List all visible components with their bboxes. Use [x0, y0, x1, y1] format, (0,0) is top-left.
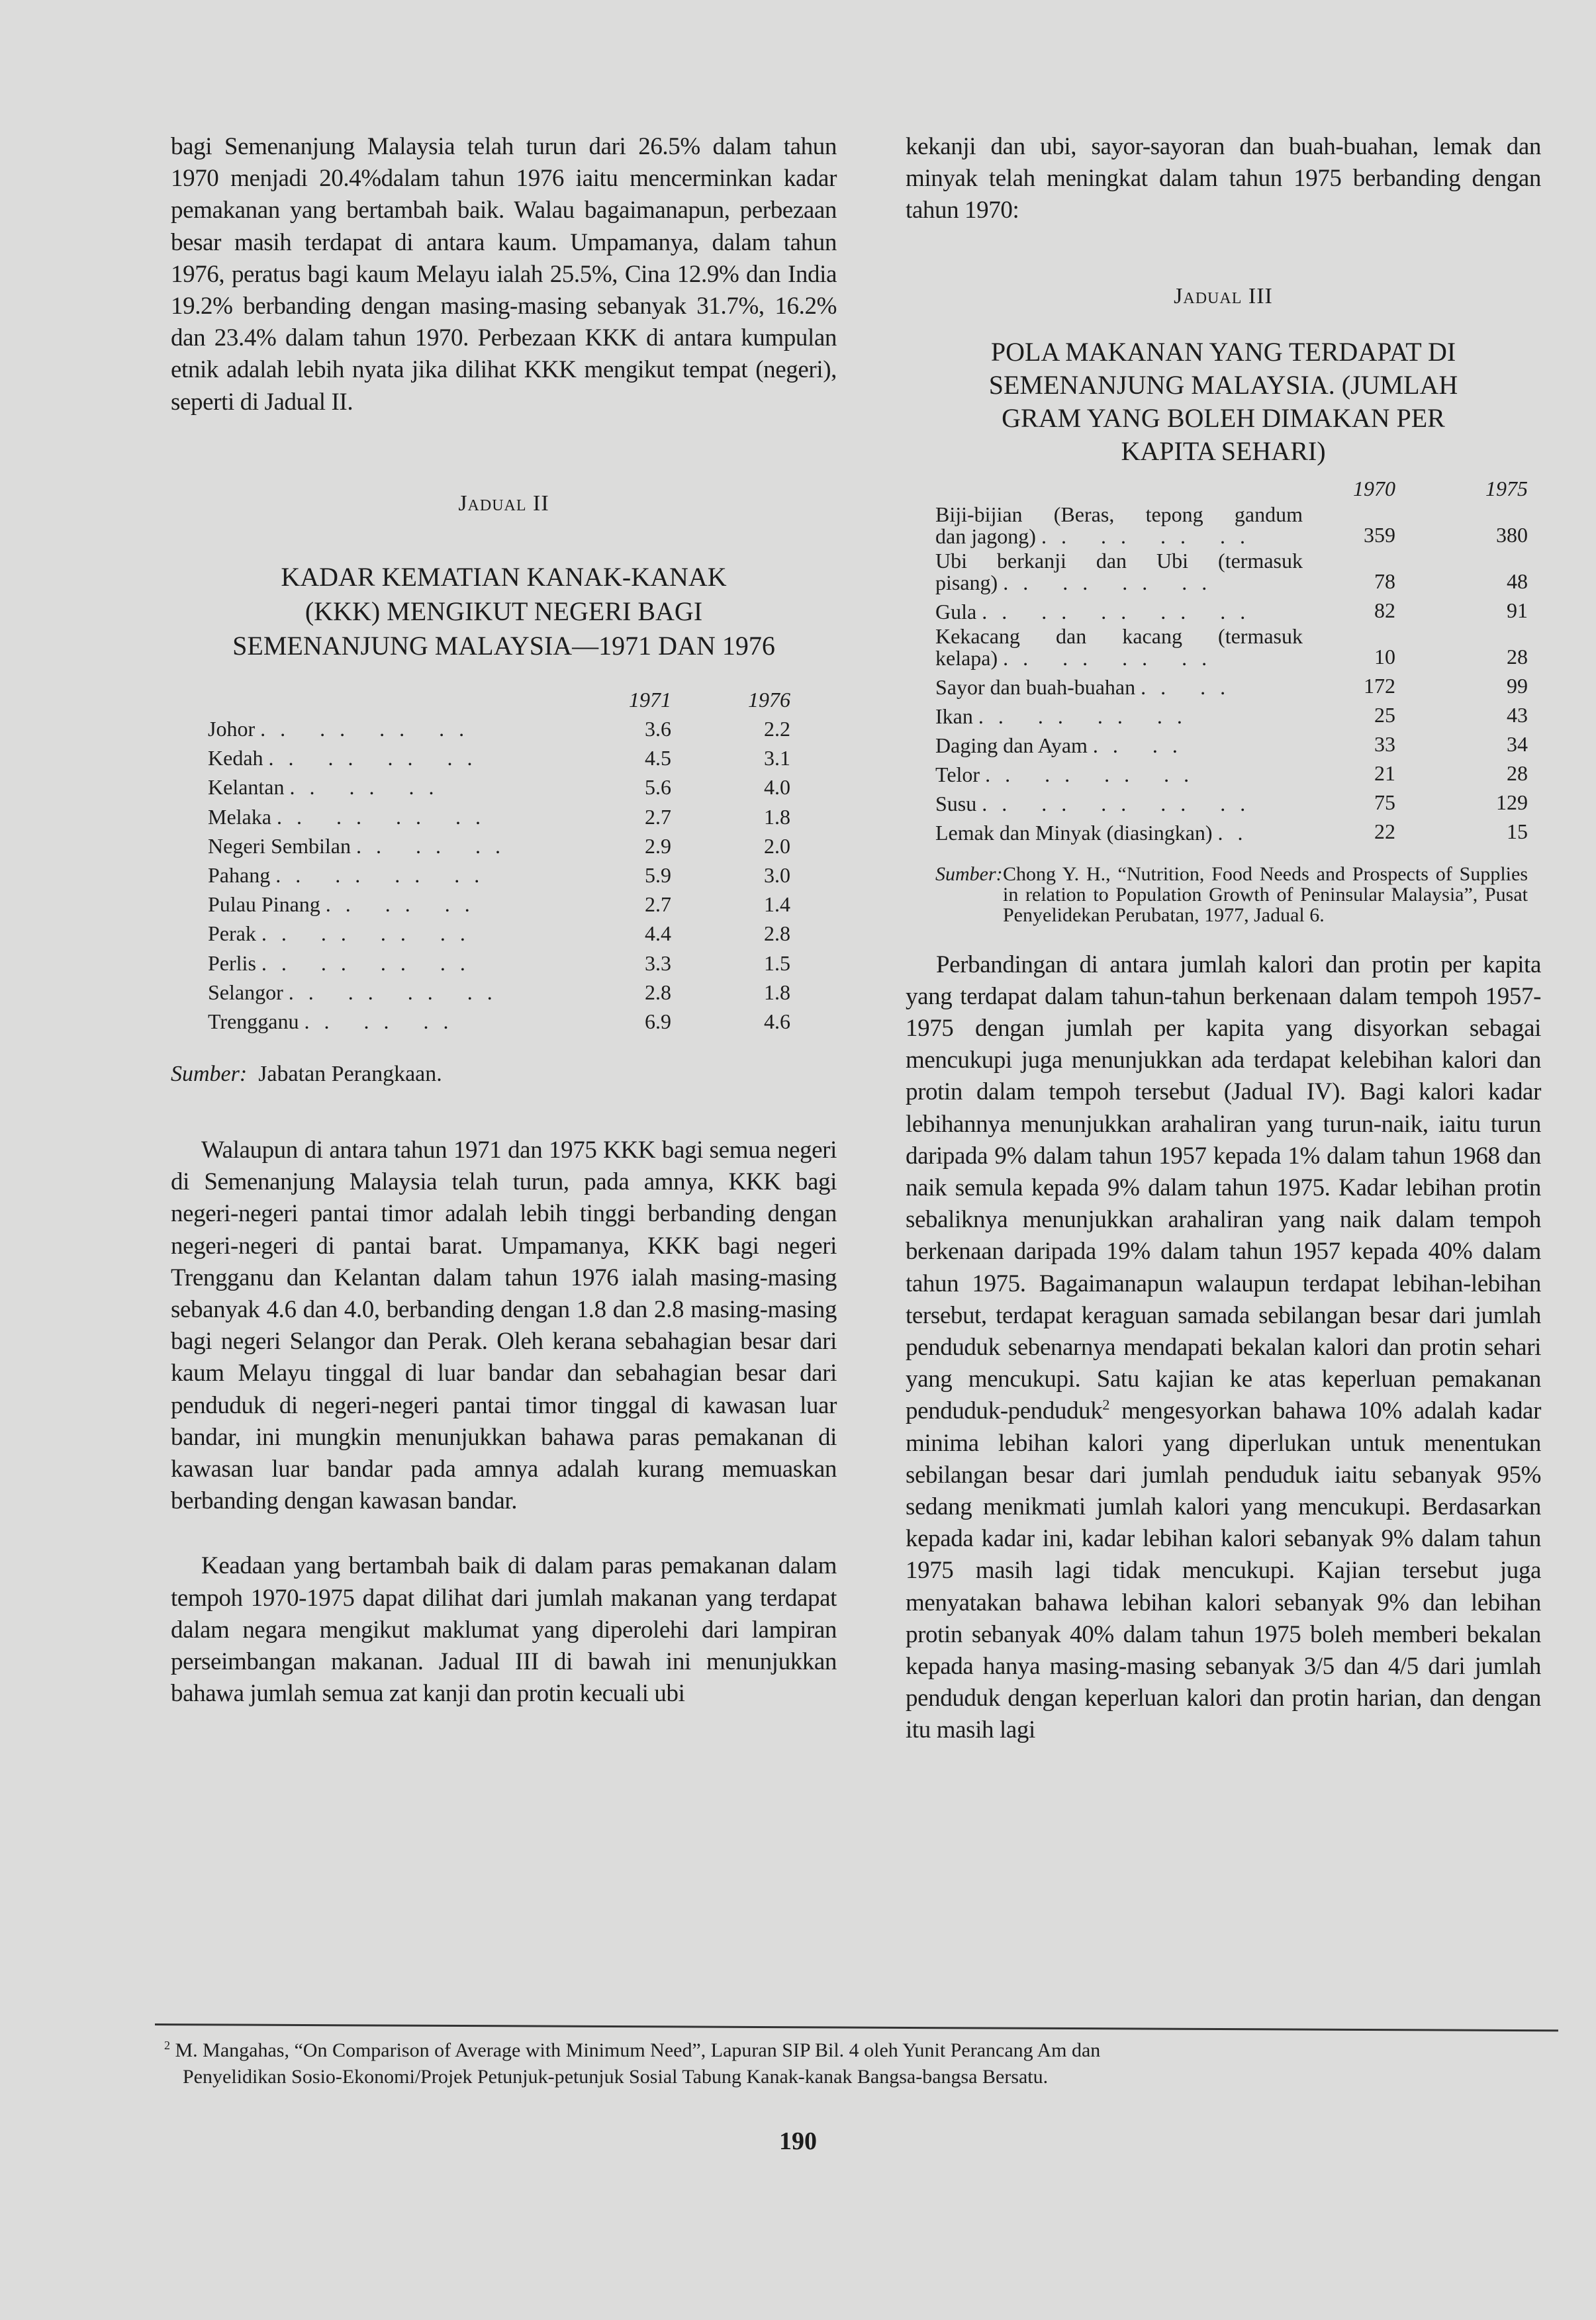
- table3-title-line: GRAM YANG BOLEH DIMAKAN PER: [1002, 402, 1445, 433]
- table3-row: [935, 623, 1528, 669]
- table3-col-1975: 1975: [1485, 476, 1528, 500]
- table3-item: dan jagong): [935, 524, 1036, 548]
- table2-state: Trengganu: [208, 1009, 299, 1033]
- table2-header-row: [208, 683, 790, 712]
- table2-state: Selangor: [208, 980, 283, 1004]
- table2-state: Kelantan: [208, 775, 285, 800]
- table3-row: [935, 594, 1528, 623]
- table2-title: [171, 560, 837, 663]
- table3-value-1975: 28: [1507, 644, 1528, 669]
- table2-state-cell: [208, 712, 552, 741]
- dot-leader: .. .. .. ..: [288, 980, 507, 1004]
- table2-value-1971: 6.9: [645, 1009, 671, 1033]
- table3-value-1970: 82: [1374, 598, 1395, 622]
- table3-value-1975: 99: [1507, 673, 1528, 698]
- table3-item: Daging dan Ayam: [935, 733, 1088, 757]
- footnote-line-1: M. Mangahas, “On Comparison of Average with Minimum Need”, Lapuran SIP Bil. 4 oleh Yunit Perancang Am dan: [175, 2039, 1101, 2061]
- table2-value-1976: 4.6: [764, 1009, 790, 1033]
- table2-value-1976: 2.8: [764, 921, 790, 946]
- right-column: [906, 131, 1541, 1747]
- table2: [208, 683, 790, 1034]
- table2-label: Jadual II: [458, 490, 549, 516]
- table3-item-cell: [935, 815, 1303, 844]
- table3-source: [935, 864, 1528, 925]
- table2-value-1976: 3.1: [764, 746, 790, 770]
- table2-state: Perak: [208, 921, 256, 946]
- dot-leader: .. .. .. ..: [1003, 570, 1222, 594]
- left-column: [171, 131, 837, 1710]
- dot-leader: .. .. .. ..: [276, 804, 495, 829]
- right-intro-paragraph: kekanji dan ubi, sayor-sayoran dan buah-buahan, lemak dan minyak telah meningkat dalam tahun 1975 berbanding dengan tahun 1970:: [906, 133, 1541, 224]
- table3-value-1970: 25: [1374, 702, 1395, 727]
- dot-leader: .. .. .. ..: [1003, 645, 1222, 670]
- table2-value-1976: 2.2: [764, 717, 790, 741]
- table2-title-line: (KKK) MENGIKUT NEGERI BAGI: [305, 596, 703, 626]
- table3-value-1975: 43: [1507, 702, 1528, 727]
- table3-value-1975: 380: [1496, 522, 1528, 547]
- table2-value-1971: 4.4: [645, 921, 671, 946]
- dot-leader: .. .. ..: [325, 892, 485, 917]
- table2-value-1976: 2.0: [764, 833, 790, 858]
- table2-row: [208, 888, 790, 917]
- table3-item-cell: [935, 594, 1303, 623]
- table2-value-1971: 3.6: [645, 717, 671, 741]
- table3-title: [906, 336, 1541, 468]
- dot-leader: .. .. .. ..: [261, 951, 480, 975]
- table2-state-cell: [208, 917, 552, 946]
- right-paragraph-2: [906, 949, 1541, 1747]
- table3-item-cell: [935, 623, 1303, 669]
- table3-value-1975: 48: [1507, 569, 1528, 593]
- table2-value-1976: 1.8: [764, 804, 790, 829]
- table3-row: [935, 547, 1528, 594]
- table3-item-cell: [935, 727, 1303, 757]
- table3-value-1970: 33: [1374, 731, 1395, 756]
- table3-col-1970: 1970: [1353, 476, 1395, 500]
- table2-value-1971: 2.9: [645, 833, 671, 858]
- table3-row: [935, 815, 1528, 844]
- table2-value-1976: 1.4: [764, 892, 790, 917]
- table3-item-cell: [935, 501, 1303, 547]
- table2-row: [208, 770, 790, 800]
- table3-row: [935, 786, 1528, 815]
- table2-state: Perlis: [208, 951, 256, 975]
- table3-source-text: Chong Y. H., “Nutrition, Food Needs and Prospects of Supplies in relation to Population Growth of Peninsular Malaysia”, Pusat Penyelidekan Perubatan, 1977, Jadual 6.: [1003, 862, 1528, 926]
- dot-leader: .. .. .. ..: [260, 717, 479, 741]
- table2-value-1971: 5.9: [645, 862, 671, 887]
- dot-leader: .. .. .. ..: [261, 921, 480, 946]
- table2-row: [208, 829, 790, 858]
- dot-leader: .. .. ..: [304, 1009, 463, 1033]
- table2-col-1971: 1971: [629, 687, 671, 712]
- table3-value-1970: 10: [1374, 644, 1395, 669]
- table2-state-cell: [208, 1005, 552, 1034]
- table2-value-1971: 3.3: [645, 951, 671, 975]
- table2-row: [208, 858, 790, 888]
- table3-item-cell: [935, 757, 1303, 786]
- table3-item: Telor: [935, 762, 980, 786]
- table2-state: Pahang: [208, 862, 271, 887]
- table3-source-label: Sumber:: [935, 862, 1003, 885]
- table2-row: [208, 946, 790, 975]
- dot-leader: .. .. .. .. ..: [982, 791, 1260, 815]
- table3-value-1970: 22: [1374, 819, 1395, 843]
- table3-item-cell: [935, 698, 1303, 727]
- table2-state-cell: [208, 770, 552, 800]
- table3-item: pisang): [935, 570, 998, 594]
- table3-item: Sayor dan buah-buahan: [935, 674, 1136, 699]
- table3-row: [935, 501, 1528, 547]
- table2-value-1976: 1.8: [764, 980, 790, 1004]
- table3-header-row: [935, 468, 1528, 501]
- table2-state: Pulau Pinang: [208, 892, 320, 917]
- table3: [935, 468, 1528, 844]
- table2-value-1971: 4.5: [645, 746, 671, 770]
- table3-value-1975: 129: [1496, 790, 1528, 814]
- table2-state-cell: [208, 800, 552, 829]
- dot-leader: .. .. .. ..: [978, 704, 1197, 728]
- table2-state-cell: [208, 858, 552, 888]
- table3-item: Gula: [935, 599, 977, 624]
- table2-title-line: KADAR KEMATIAN KANAK-KANAK: [281, 561, 727, 592]
- table3-item-line1: Biji-bijian (Beras, tepong gandum: [935, 502, 1303, 526]
- footnote-reference[interactable]: 2: [1102, 1397, 1110, 1414]
- table2-state: Johor: [208, 717, 256, 741]
- table3-row: [935, 698, 1528, 727]
- dot-leader: .. .. ..: [355, 833, 515, 858]
- table2-row: [208, 712, 790, 741]
- table3-value-1975: 34: [1507, 731, 1528, 756]
- table2-value-1971: 5.6: [645, 775, 671, 800]
- dot-leader: .. ..: [1092, 733, 1192, 757]
- table2-value-1971: 2.8: [645, 980, 671, 1004]
- page-number: 190: [779, 2127, 817, 2155]
- dot-leader: .. .. .. ..: [985, 762, 1204, 786]
- table3-item-cell: [935, 786, 1303, 815]
- table3-item: Ikan: [935, 704, 973, 728]
- table3-row: [935, 757, 1528, 786]
- table3-row: [935, 669, 1528, 698]
- table2-title-line: SEMENANJUNG MALAYSIA—1971 DAN 1976: [232, 630, 775, 661]
- table3-value-1970: 21: [1374, 761, 1395, 785]
- table2-state-cell: [208, 741, 552, 770]
- table2-state-cell: [208, 888, 552, 917]
- table3-item-line1: Ubi berkanji dan Ubi (termasuk: [935, 548, 1303, 573]
- table3-title-line: KAPITA SEHARI): [1121, 436, 1326, 466]
- footnote: [164, 2037, 1554, 2090]
- dot-leader: .. .. ..: [289, 775, 449, 800]
- table2-row: [208, 800, 790, 829]
- dot-leader: .. .. .. ..: [268, 746, 487, 770]
- left-paragraph-3: Keadaan yang bertambah baik di dalam paras pemakanan dalam tempoh 1970-1975 dapat dilihat dari jumlah makanan yang terdapat dalam negara mengikut maklumat yang diperolehi dari lampiran perseimbangan makanan. Jadual III di bawah ini menunjukkan bahawa jumlah semua zat kanji dan protin kecuali ubi: [171, 1552, 837, 1708]
- table3-title-line: SEMENANJUNG MALAYSIA. (JUMLAH: [988, 369, 1458, 400]
- table2-state-cell: [208, 976, 552, 1005]
- table3-value-1975: 28: [1507, 761, 1528, 785]
- table3-item-cell: [935, 669, 1303, 698]
- table2-state: Melaka: [208, 804, 271, 829]
- dot-leader: .. .. .. ..: [1041, 524, 1260, 548]
- table2-value-1976: 4.0: [764, 775, 790, 800]
- table2-value-1976: 3.0: [764, 862, 790, 887]
- table2-value-1976: 1.5: [764, 951, 790, 975]
- right-paragraph-2-text: Perbandingan di antara jumlah kalori dan protin per kapita yang terdapat dalam tahun-tahun berkenaan dalam tempoh 1957-1975 dengan jumlah per kapita yang disyorkan sebagai mencukupi juga menunjukkan ada terdapat kelebihan kalori dan protin dalam tempoh tersebut (Jadual IV). Bagi kalori kadar lebihannya menunjukkan arahaliran yang turun-naik, iaitu turun daripada 9% dalam tahun 1957 kepada 1% dalam tahun 1968 dan naik semula kepada 9% dalam tahun 1975. Kadar lebihan protin sebaliknya menunjukkan arahaliran yang naik dalam tempoh berkenaan daripada 19% dalam tahun 1957 kepada 40% dalam tahun 1975. Bagaimanapun walaupun terdapat lebihan-lebihan tersebut, terdapat keraguan samada sebilangan besar dari jumlah penduduk sebenarnya mendapati bekalan kalori dan protin sehari yang mencukupi. Satu kajian ke atas keperluan pemakanan penduduk-penduduk: [906, 951, 1541, 1425]
- dot-leader: .. ..: [1141, 674, 1241, 699]
- table2-state-cell: [208, 946, 552, 975]
- table3-value-1975: 15: [1507, 819, 1528, 843]
- table3-label: Jadual III: [1174, 283, 1273, 308]
- table2-value-1971: 2.7: [645, 892, 671, 917]
- table2-state: Kedah: [208, 746, 263, 770]
- table2-state: Negeri Sembilan: [208, 833, 351, 858]
- table3-item: Susu: [935, 791, 977, 815]
- table3-item: Lemak dan Minyak (diasingkan): [935, 820, 1213, 845]
- dot-leader: ..: [1217, 820, 1258, 845]
- left-paragraph-2: Walaupun di antara tahun 1971 dan 1975 KKK bagi semua negeri di Semenanjung Malaysia telah turun, pada amnya, KKK bagi negeri-negeri pantai timor adalah lebih tinggi berbanding dengan negeri-negeri di pantai barat. Umpamanya, KKK bagi negeri Trengganu dan Kelantan dalam tahun 1976 ialah masing-masing sebanyak 4.6 dan 4.0, berbanding dengan 1.8 dan 2.8 masing-masing bagi negeri Selangor dan Perak. Oleh kerana sebahagian besar dari kaum Melayu tinggal di luar bandar dan sebahagian besar dari penduduk di negeri-negeri pantai timor tinggal di kawasan luar bandar, ini mungkin menunjukkan bahawa paras pemakanan di kawasan luar bandar pada amnya adalah kurang memuaskan berbanding dengan kawasan bandar.: [171, 1136, 837, 1515]
- footnote-line-2: Penyelidikan Sosio-Ekonomi/Projek Petunjuk-petunjuk Sosial Tabung Kanak-kanak Bangsa-bangsa Bersatu.: [183, 2066, 1049, 2088]
- table3-value-1970: 75: [1374, 790, 1395, 814]
- table3-value-1970: 359: [1364, 522, 1395, 547]
- table3-item: kelapa): [935, 645, 998, 670]
- table3-item-line1: Kekacang dan kacang (termasuk: [935, 624, 1303, 648]
- table2-value-1971: 2.7: [645, 804, 671, 829]
- table3-row: [935, 727, 1528, 757]
- table3-value-1970: 78: [1374, 569, 1395, 593]
- right-paragraph-2-cont: mengesyorkan bahawa 10% adalah kadar minima lebihan kalori yang diperlukan untuk menentukan sebilangan besar dari jumlah penduduk iaitu sebanyak 95% sedang menikmati jumlah kalori yang mencukupi. Berdasarkan kepada kadar ini, kadar lebihan kalori sebanyak 9% dalam tahun 1975 masih lagi tidak mencukupi. Kajian tersebut juga menyatakan bahawa lebihan kalori sebanyak 9% dan lebihan protin sebanyak 40% dalam tahun 1975 boleh memberi bekalan kepada hanya masing-masing sebanyak 3/5 dan 4/5 dari jumlah penduduk dengan keperluan kalori dan protin harian, dan dengan itu masih lagi: [906, 1397, 1541, 1744]
- table2-source-text: Jabatan Perangkaan.: [258, 1061, 442, 1086]
- table2-row: [208, 741, 790, 770]
- table2-source: [171, 1062, 837, 1087]
- table3-value-1970: 172: [1364, 673, 1395, 698]
- table2-col-1976: 1976: [748, 687, 790, 712]
- dot-leader: .. .. .. ..: [275, 862, 494, 887]
- table2-source-label: Sumber:: [171, 1061, 248, 1086]
- table2-row: [208, 976, 790, 1005]
- table2-row: [208, 1005, 790, 1034]
- table3-value-1975: 91: [1507, 598, 1528, 622]
- left-intro-paragraph: bagi Semenanjung Malaysia telah turun dari 26.5% dalam tahun 1970 menjadi 20.4%dalam tahun 1976 iaitu mencerminkan kadar pemakanan yang bertambah baik. Walau bagaimanapun, perbezaan besar masih terdapat di antara kaum. Umpamanya, dalam tahun 1976, peratus bagi kaum Melayu ialah 25.5%, Cina 12.9% dan India 19.2% berbanding dengan masing-masing sebanyak 31.7%, 16.2% dan 23.4% dalam tahun 1970. Perbezaan KKK di antara kumpulan etnik adalah lebih nyata jika dilihat KKK mengikut tempat (negeri), seperti di Jadual II.: [171, 133, 837, 416]
- footnote-divider: [155, 2023, 1558, 2031]
- table2-state-cell: [208, 829, 552, 858]
- dot-leader: .. .. .. .. ..: [982, 599, 1260, 624]
- footnote-marker: 2: [164, 2039, 170, 2052]
- table3-title-line: POLA MAKANAN YANG TERDAPAT DI: [990, 336, 1456, 367]
- table3-item-cell: [935, 547, 1303, 594]
- table2-row: [208, 917, 790, 946]
